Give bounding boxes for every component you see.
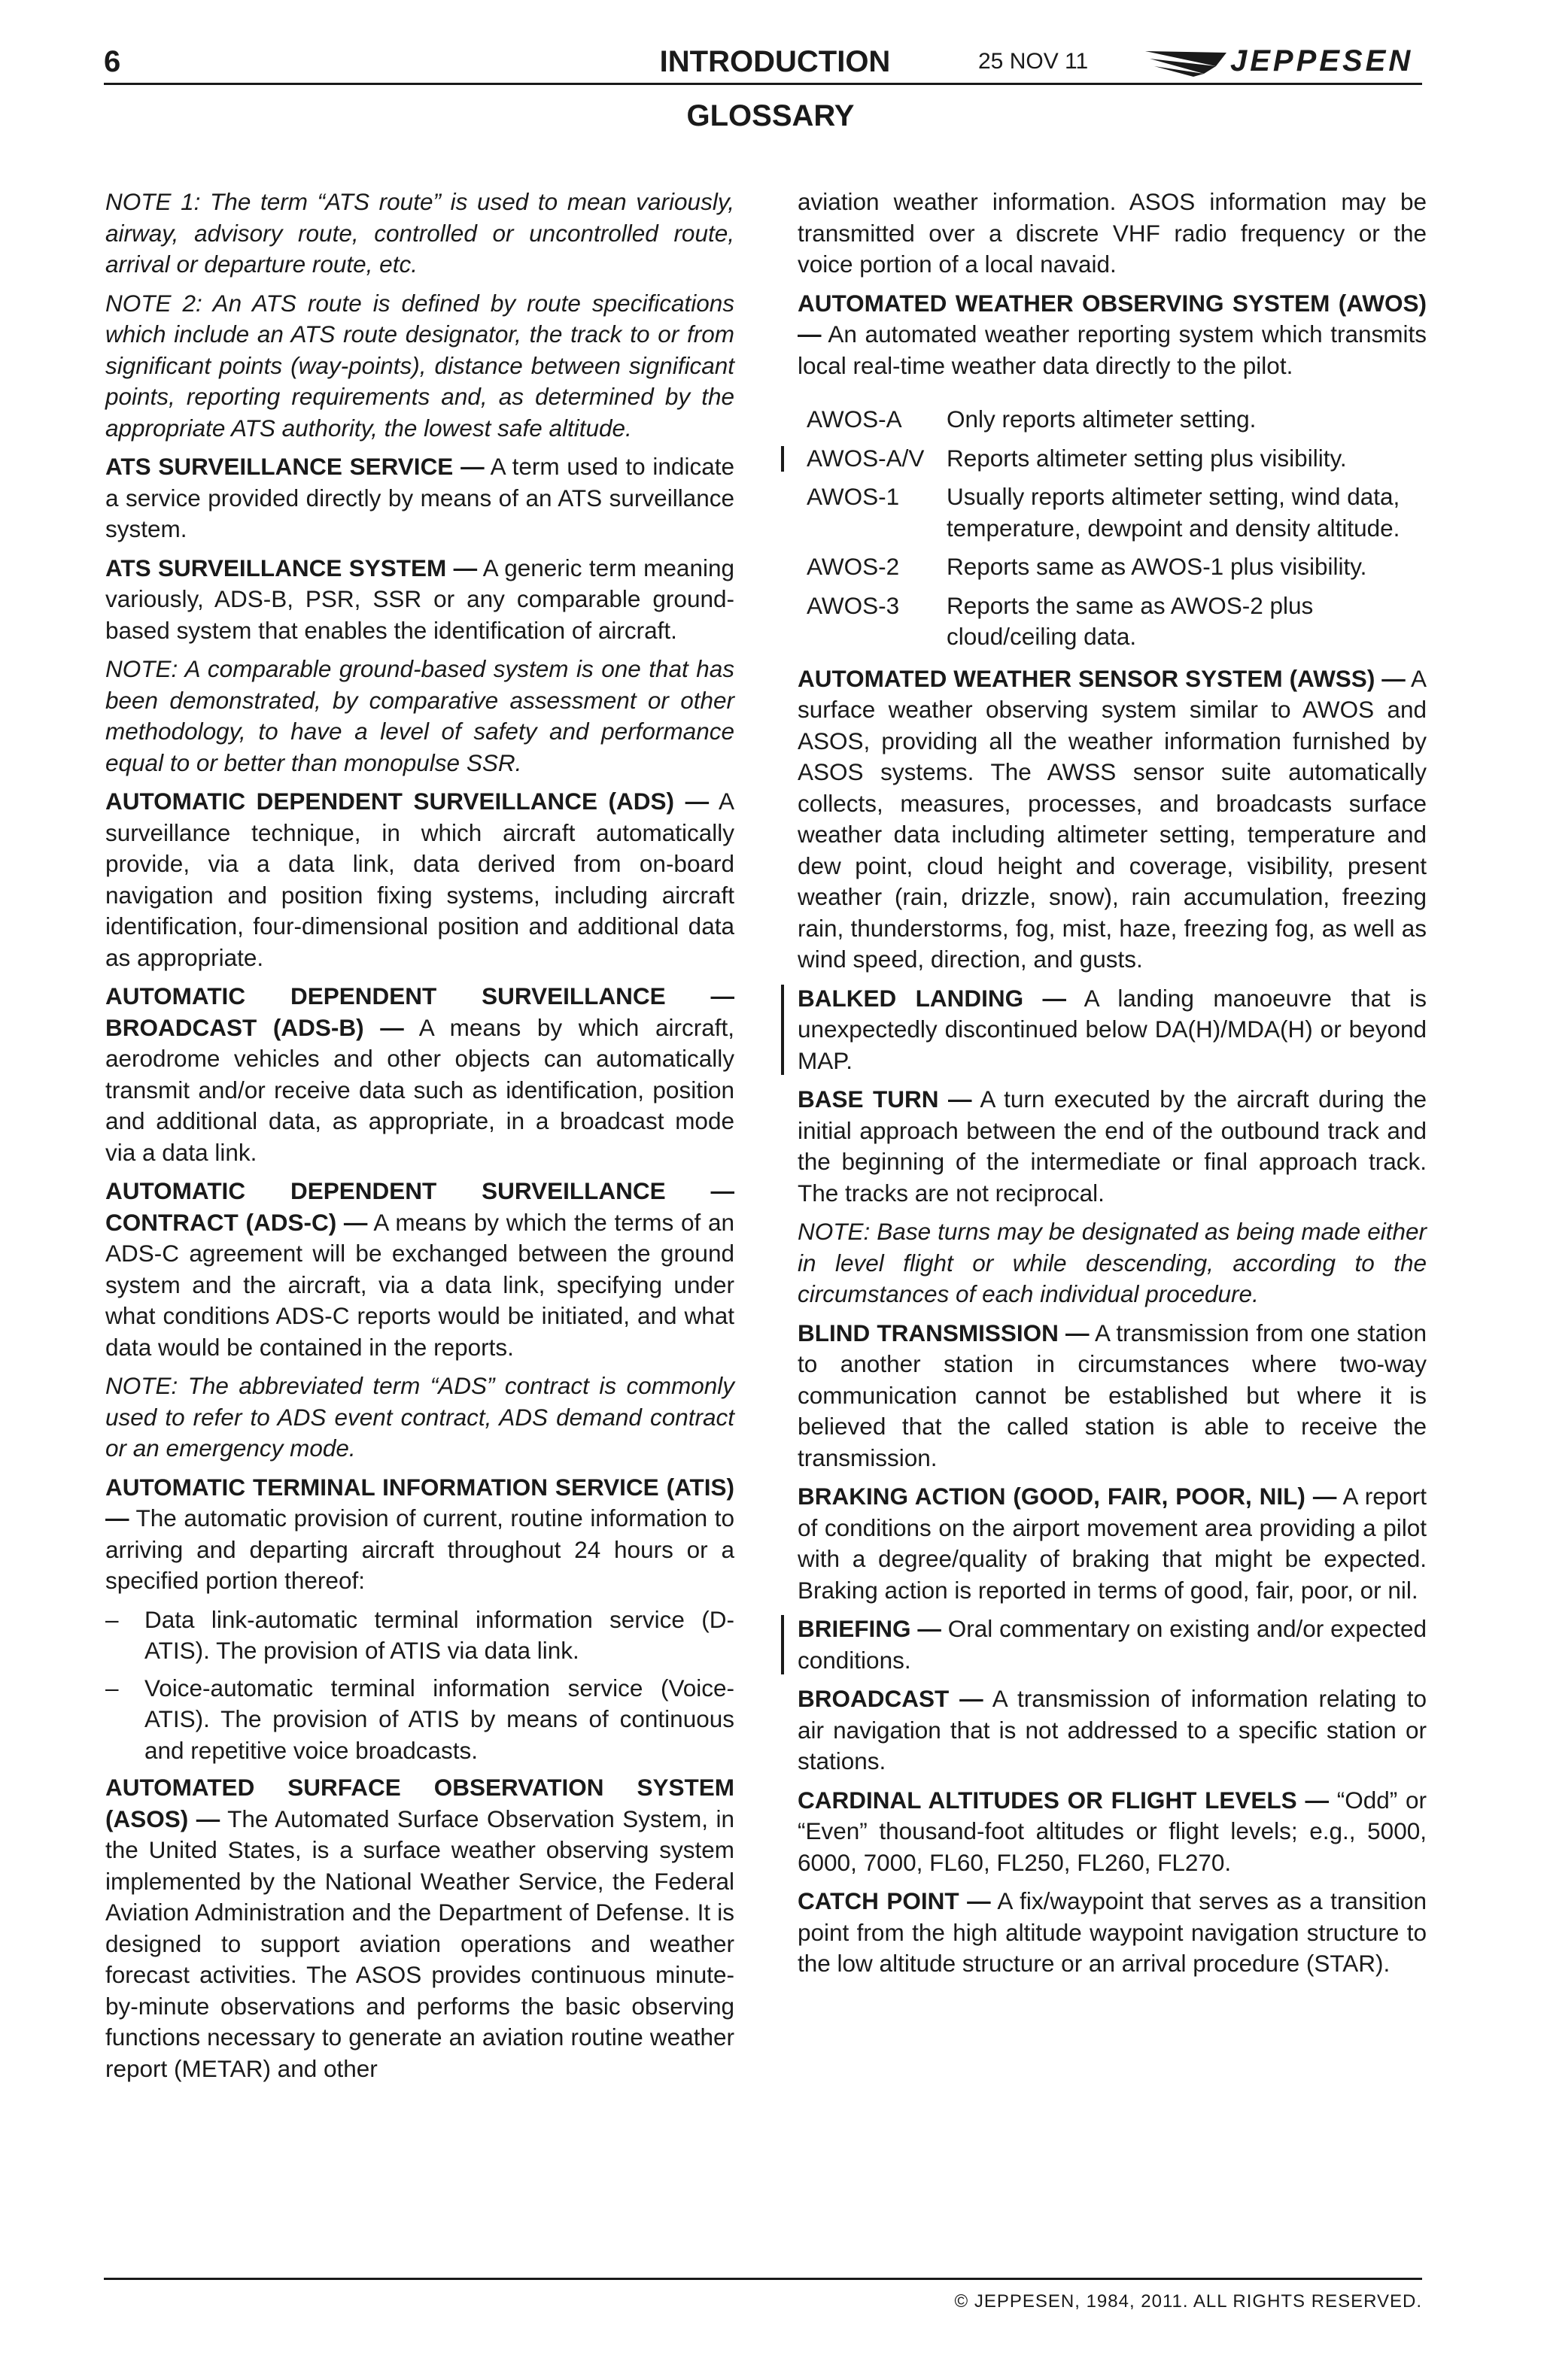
entry-ads-b — [105, 981, 734, 1168]
entry-term: BASE TURN — — [798, 1085, 972, 1113]
change-bar — [781, 985, 784, 1076]
entry-definition: A transmission of information relating to air navigation that is not addressed to a specific station or stations. — [798, 1685, 1427, 1774]
entry-term: BRAKING ACTION (GOOD, FAIR, POOR, NIL) — — [798, 1483, 1337, 1510]
entry-term: AUTOMATIC DEPENDENT SURVEILLANCE — CONTRACT (ADS-C) — — [105, 1177, 734, 1236]
entry-definition: A surveillance technique, in which aircraft automatically provide, via a data link, data derived from on-board navigation and position fixing systems, including aircraft identification, four-dimensional position and additional data as appropriate. — [105, 788, 735, 971]
page-number: 6 — [104, 45, 121, 78]
entry-asos — [105, 1772, 734, 2084]
entry-definition: A landing manoeuvre that is unexpectedly discontinued below DA(H)/MDA(H) or beyond MAP. — [798, 984, 1427, 1074]
entry-broadcast — [798, 1683, 1427, 1777]
awos-code: AWOS-2 — [807, 553, 900, 580]
entry-awos — [798, 288, 1427, 382]
entry-definition: A means by which aircraft, aerodrome vehicles and other objects can automatically transmit and/or receive data such as identification, position and additional data, as appropriate, in a broadcast mode via a data link. — [105, 1013, 734, 1166]
bullet-item — [105, 1604, 734, 1667]
left-column — [105, 187, 734, 2092]
entry-note: NOTE: Base turns may be designated as being made either in level flight or while descending, according to the circumstances of each individual procedure. — [798, 1218, 1427, 1307]
entry-ats-surveillance-system — [105, 553, 734, 647]
entry-note: NOTE: The abbreviated term “ADS” contract is commonly used to refer to ADS event contract, ADS demand contract or an emergency mode. — [105, 1372, 734, 1462]
asos-continued: aviation weather information. ASOS information may be transmitted over a discrete VHF radio frequency or the voice portion of a local navaid. — [798, 188, 1427, 278]
entry-term: CARDINAL ALTITUDES OR FLIGHT LEVELS — — [798, 1786, 1329, 1814]
entry-term: AUTOMATED SURFACE OBSERVATION SYSTEM (ASOS) — — [105, 1774, 734, 1832]
entry-definition: A turn executed by the aircraft during the initial approach between the end of the outbound track and the beginning of the intermediate or final approach track. The tracks are not reciprocal. — [798, 1085, 1427, 1207]
footer-rule — [104, 2278, 1422, 2280]
entry-definition: Oral commentary on existing and/or expected conditions. — [798, 1615, 1427, 1674]
awos-row — [798, 404, 1427, 436]
jeppesen-logo — [1144, 44, 1422, 78]
entry-definition: An automated weather reporting system which transmits local real-time weather data directly to the pilot. — [798, 320, 1427, 379]
entry-braking-action — [798, 1481, 1427, 1606]
entry-term: BALKED LANDING — — [798, 984, 1067, 1012]
copyright-notice: © JEPPESEN, 1984, 2011. ALL RIGHTS RESERVED. — [954, 2291, 1422, 2312]
entry-definition: “Odd” or “Even” thousand-foot altitudes or flight levels; e.g., 5000, 6000, 7000, FL60, FL250, FL260, FL270. — [798, 1786, 1427, 1876]
change-bar — [781, 446, 784, 472]
entry-definition: A means by which the terms of an ADS-C agreement will be exchanged between the ground system and the aircraft, via a data link, specifying under what conditions ADS-C reports would be initiated, and what data would be contained in the reports. — [105, 1208, 734, 1361]
entry-base-turn — [798, 1084, 1427, 1209]
entry-balked-landing — [798, 983, 1427, 1077]
entry-ads-c — [105, 1176, 734, 1363]
awos-description: Only reports altimeter setting. — [947, 405, 1257, 433]
header-date: 25 NOV 11 — [978, 49, 1089, 74]
header-rule — [104, 83, 1422, 85]
entry-definition: A surface weather observing system similar to AWOS and ASOS, providing all the weather information furnished by ASOS systems. The AWSS sensor suite automatically collects, measures, processes, and broadcasts surface weather data including altimeter setting, temperature and dew point, cloud height and coverage, visibility, present weather (rain, drizzle, snow), rain accumulation, freezing rain, thunderstorms, fog, mist, haze, freezing fog, as well as wind speed, direction, and gusts. — [798, 664, 1427, 973]
entry-term: BROADCAST — — [798, 1685, 983, 1712]
awos-code: AWOS-A/V — [807, 444, 925, 472]
entry-definition: The Automated Surface Observation System, in the United States, is a surface weather observing system implemented by the National Weather Service, the Federal Aviation Administration and the Department of Defense. It is designed to support aviation operations and weather forecast activities. The ASOS provides continuous minute-by-minute observations and performs the basic observing functions necessary to generate an aviation routine weather report (METAR) and other — [105, 1805, 734, 2082]
page-title: GLOSSARY — [686, 99, 855, 132]
entry-awss — [798, 663, 1427, 976]
entry-term: CATCH POINT — — [798, 1887, 991, 1914]
entry-definition: A fix/waypoint that serves as a transition point from the high altitude waypoint navigation structure to the low altitude structure or an arrival procedure (STAR). — [798, 1887, 1427, 1977]
entry-definition: A term used to indicate a service provided directly by means of an ATS surveillance system. — [105, 453, 734, 542]
bullet-text: Data link-automatic terminal information service (D-ATIS). The provision of ATIS via data link. — [144, 1605, 734, 1664]
entry-ads — [105, 786, 734, 973]
awos-row — [798, 590, 1427, 653]
bullet-item — [105, 1673, 734, 1767]
entry-term: BRIEFING — — [798, 1615, 941, 1642]
jeppesen-swoosh-icon — [1144, 44, 1228, 78]
entry-term: AUTOMATIC DEPENDENT SURVEILLANCE — BROADCAST (ADS-B) — — [105, 982, 734, 1041]
awos-row — [798, 481, 1427, 544]
entry-briefing — [798, 1613, 1427, 1676]
awos-description: Reports the same as AWOS-2 plus cloud/ceiling data. — [947, 591, 1314, 650]
awos-description: Reports altimeter setting plus visibility. — [947, 444, 1347, 472]
awos-code: AWOS-3 — [807, 591, 900, 619]
entry-term: AUTOMATED WEATHER OBSERVING SYSTEM (AWOS) — — [798, 289, 1427, 348]
entry-note: NOTE: A comparable ground-based system is one that has been demonstrated, by comparative assessment or other methodology, to have a level of safety and performance equal to or better than monopulse SSR. — [105, 655, 734, 776]
entry-definition: A generic term meaning variously, ADS-B, PSR, SSR or any comparable ground-based system that enables the identification of aircraft. — [105, 554, 735, 644]
bullet-dash: – — [105, 1674, 119, 1702]
entry-definition: A report of conditions on the airport movement area providing a pilot with a degree/quality of braking that might be expected. Braking action is reported in terms of good, fair, poor, or nil. — [798, 1483, 1427, 1604]
bullet-text: Voice-automatic terminal information service (Voice-ATIS). The provision of ATIS by means of continuous and repetitive voice broadcasts. — [144, 1674, 734, 1764]
bullet-dash: – — [105, 1605, 119, 1633]
entry-cardinal-altitudes — [798, 1785, 1427, 1879]
awos-row — [798, 443, 1427, 475]
awos-description: Usually reports altimeter setting, wind data, temperature, dewpoint and density altitude. — [947, 483, 1400, 542]
entry-atis — [105, 1472, 734, 1597]
awos-code: AWOS-1 — [807, 483, 900, 510]
entry-term: AUTOMATED WEATHER SENSOR SYSTEM (AWSS) — — [798, 664, 1406, 692]
entry-blind-transmission — [798, 1318, 1427, 1474]
entry-term: AUTOMATIC TERMINAL INFORMATION SERVICE (ATIS) — — [105, 1473, 734, 1532]
awos-description: Reports same as AWOS-1 plus visibility. — [947, 553, 1367, 580]
right-column — [798, 187, 1427, 1987]
change-bar — [781, 1615, 784, 1674]
entry-definition: The automatic provision of current, routine information to arriving and departing aircraft throughout 24 hours or a specified portion thereof: — [105, 1504, 734, 1594]
entry-term: BLIND TRANSMISSION — — [798, 1319, 1090, 1346]
note-2: NOTE 2: An ATS route is defined by route specifications which include an ATS route designator, the track to or from significant points (way-points), distance between significant points, reporting requirements and, as determined by the appropriate ATS authority, the lowest safe altitude. — [105, 289, 734, 442]
section-title: INTRODUCTION — [659, 45, 891, 78]
entry-term: ATS SURVEILLANCE SERVICE — — [105, 453, 485, 480]
awos-row — [798, 551, 1427, 583]
awos-table — [798, 404, 1427, 653]
awos-code: AWOS-A — [807, 405, 902, 433]
entry-term: ATS SURVEILLANCE SYSTEM — — [105, 554, 478, 581]
entry-term: AUTOMATIC DEPENDENT SURVEILLANCE (ADS) — — [105, 788, 710, 815]
note-1: NOTE 1: The term “ATS route” is used to mean variously, airway, advisory route, controlled or uncontrolled route, arrival or departure route, etc. — [105, 188, 734, 278]
entry-definition: A transmission from one station to another station in circumstances where two-way communication cannot be established but where it is believed that the called station is able to receive the transmission. — [798, 1319, 1427, 1471]
entry-ats-surveillance-service — [105, 451, 734, 545]
entry-catch-point — [798, 1886, 1427, 1980]
brand-wordmark: JEPPESEN — [1230, 44, 1414, 77]
